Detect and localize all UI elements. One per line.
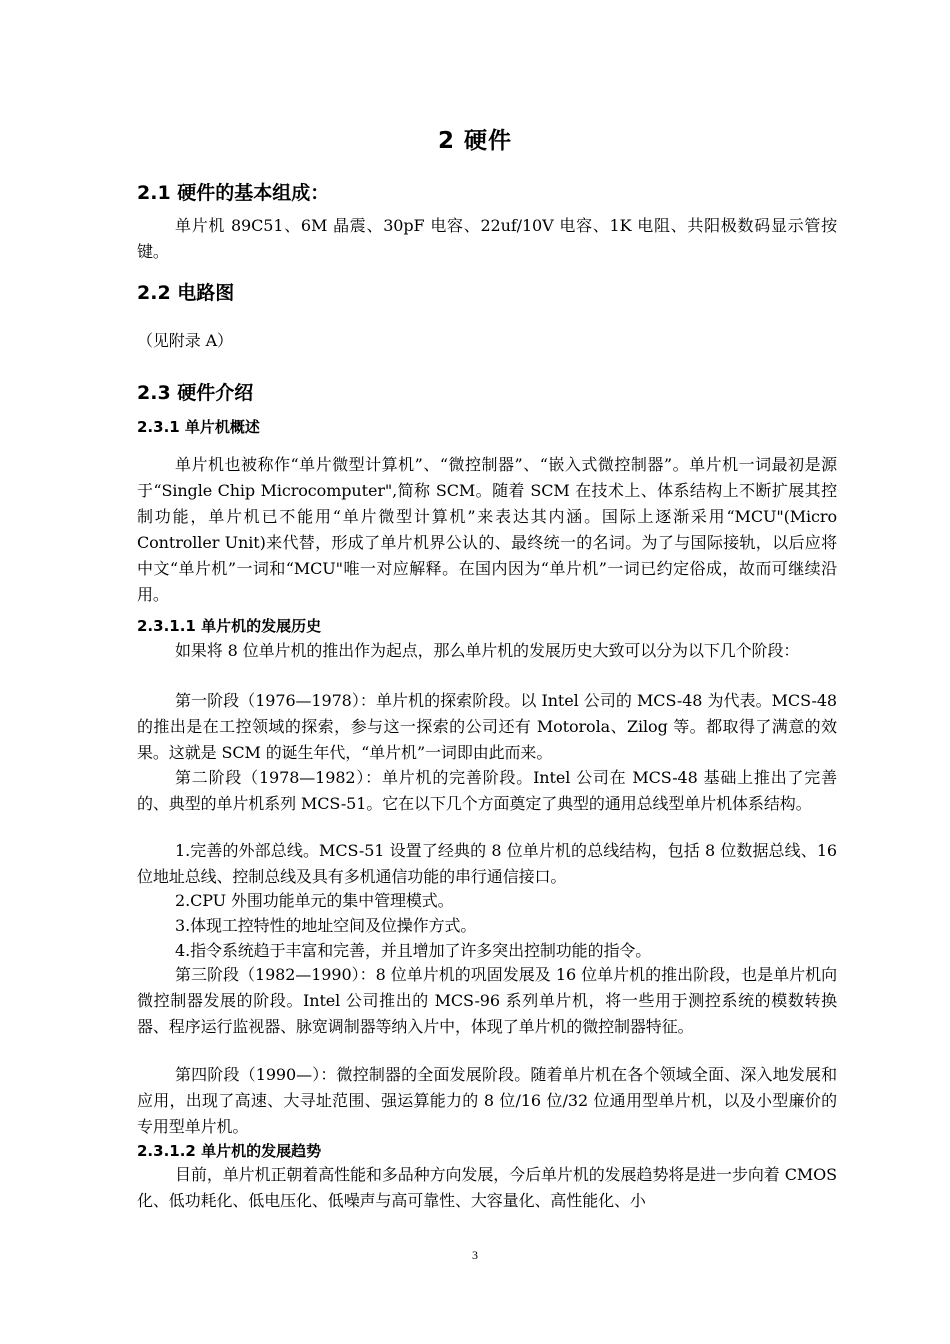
chapter-title: 2 硬件 [437,128,512,154]
section-heading-2-3: 2.3 硬件介绍 [137,382,254,404]
history-paragraph: 第三阶段（1982—1990）：8 位单片机的巩固发展及 16 位单片机的推出阶段，也是单片机向微控制器发展的阶段。Intel 公司推出的 MCS-96 系列单片机，将一些用于测控系统的模数转换器、程序运行监视器、脉宽调制器等纳入片中，体现了单片机的微控制器特征。 [137,965,837,1036]
section-2-3-1-2-text: 目前，单片机正朝着高性能和多品种方向发展，今后单片机的发展趋势将是进一步向着 CMOS 化、低功耗化、低电压化、低噪声与高可靠性、大容量化、高性能化、小 [137,1165,837,1210]
section-2-1-text: 单片机 89C51、6M 晶震、30pF 电容、22uf/10V 电容、1K 电阻、共阳极数码显示管按键。 [137,216,837,261]
history-paragraph: 第一阶段（1976—1978）：单片机的探索阶段。以 Intel 公司的 MCS-48 为代表。MCS-48 的推出是在工控领域的探索，参与这一探索的公司还有 Motorola、Zilog 等。都取得了满意的效果。这就是 SCM 的诞生年代，“单片机”一词即由此而来。 [137,691,837,762]
history-paragraph: 第二阶段（1978—1982）：单片机的完善阶段。Intel 公司在 MCS-48 基础上推出了完善的、典型的单片机系列 MCS-51。它在以下几个方面奠定了典型的通用总线型单片机体系结构。 [137,768,837,813]
history-paragraph: 3.体现工控特性的地址空间及位操作方式。 [175,916,477,935]
history-paragraph: 第四阶段（1990—）：微控制器的全面发展阶段。随着单片机在各个领域全面、深入地发展和应用，出现了高速、大寻址范围、强运算能力的 8 位/16 位/32 位通用型单片机，以及小型廉价的专用型单片机。 [137,1065,837,1136]
history-paragraph: 1.完善的外部总线。MCS-51 设置了经典的 8 位单片机的总线结构，包括 8 位数据总线、16 位地址总线、控制总线及具有多机通信功能的串行通信接口。 [137,841,837,886]
history-paragraph: 2.CPU 外围功能单元的集中管理模式。 [175,891,454,910]
section-2-2-text: （见附录 A） [137,331,233,350]
section-heading-2-2: 2.2 电路图 [137,282,235,304]
history-paragraph: 如果将 8 位单片机的推出作为起点，那么单片机的发展历史大致可以分为以下几个阶段： [175,641,800,660]
history-paragraph: 4.指令系统趋于丰富和完善，并且增加了许多突出控制功能的指令。 [175,941,652,960]
section-2-3-1-text: 单片机也被称作“单片微型计算机”、“微控制器”、“嵌入式微控制器”。单片机一词最初是源于“Single Chip Microcomputer",简称 SCM。随着 SCM 在技术上、体系结构上不断扩展其控制功能，单片机已不能用“单片微型计算机”来表达其内涵。国际上逐渐采用“MCU"(Micro Controller Unit)来代替，形成了单片机界公认的、最终统一的名词。为了与国际接轨，以后应将中文“单片机”一词和“MCU"唯一对应解释。在国内因为“单片机”一词已约定俗成，故而可继续沿用。 [137,455,837,604]
section-heading-2-3-1-2: 2.3.1.2 单片机的发展趋势 [137,1142,322,1160]
section-heading-2-3-1: 2.3.1 单片机概述 [137,418,260,436]
section-heading-2-1: 2.1 硬件的基本组成： [137,182,330,204]
page-number: 3 [472,1248,478,1262]
section-heading-2-3-1-1: 2.3.1.1 单片机的发展历史 [137,617,322,635]
